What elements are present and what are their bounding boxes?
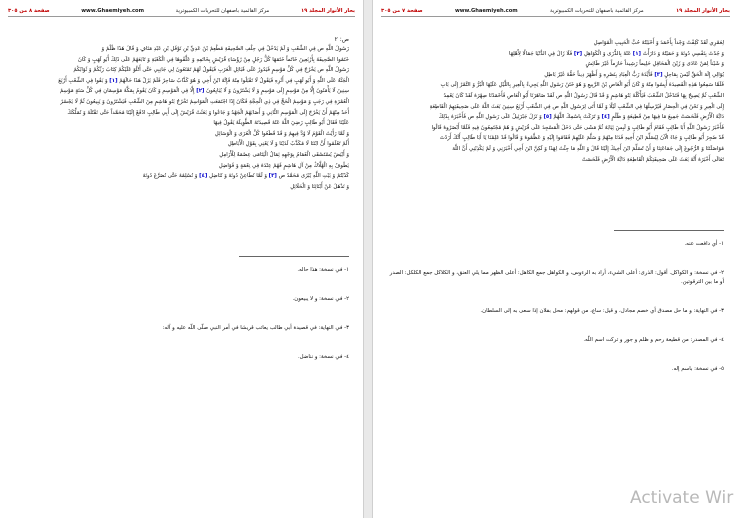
text-line: وَ لَمَّا رَأَيْتُ الْقَوْمَ لَا وُدَّ فِيهِمُ وَ قَدْ قَطَعُوا كُلَّ الْعُرَى وَ الْوَسَائِلِ: [214, 130, 349, 137]
page-header: [381, 6, 730, 17]
footnote-ref[interactable]: [٣]: [268, 173, 277, 180]
left-page: [0, 0, 364, 518]
footnote-ref[interactable]: [٢]: [196, 88, 205, 95]
book-title: بحار الأنوار المجلد ١٩: [675, 8, 730, 14]
page-marker: ص: ٢: [334, 36, 349, 43]
footnote: ١- في نسخة: هذا حاله.: [297, 267, 349, 273]
footnote-ref[interactable]: [١]: [632, 50, 642, 57]
footnote-ref[interactable]: [٢]: [573, 50, 583, 57]
page-header: [8, 6, 355, 17]
text-line: يُوَالِي إِلَهَ الْحَقِّ لَيْسَ بِمَاحِلٍ [٣] فَأَيَّدَهُ رَبُّ الْعِبَادِ بِنَصْرِهِ وَ أَظْهَرَ دِيناً حَقُّهُ غَيْرُ بَاطِلِ: [544, 71, 724, 78]
footnote: ٤- في المصدر: من قطيعة رحم و ظلم و جور و تركت اسم اللّه.: [583, 337, 724, 343]
text-line: أَحَدٌ مِنْهُمْ أَنْ يَخْرُجَ إِلَى الْمَوْسِمِ الثَّانِي وَ أَصَابَهُمُ الْجَهْدُ وَ جَاعُوا وَ بَعَثَتْ قُرَيْشٌ إِلَى أَبِي طَالِبٍ ادْفَعْ إِلَيْنَا مُحَمَّداً حَتَّى نَقْتُلَهُ وَ نُمَلِّكَكَ: [67, 109, 349, 116]
text-line: وَ شَيْناً لِمَنْ عَادَى وَ زَيْنَ الْمَحَافِلِ حَلِيماً رَشِيداً حَازِماً غَيْرَ طَائِشٍ: [585, 61, 724, 68]
text-line: رَسُولُ اللَّهِ ص يَخْرُجُ فِي كُلِّ مَوْسِمٍ فَيَدُورُ عَلَى قَبَائِلِ الْعَرَبِ فَيَقُولُ لَهُمْ تَمْنَعُونَ لِي جَانِبِي حَتَّى أَتْلُوَ عَلَيْكُمْ كِتَابَ رَبِّكُمْ وَ ثَوَابُكُمُ: [73, 67, 349, 74]
footnote-ref[interactable]: [٤]: [199, 173, 208, 180]
text-line: وَ جُدْتُ بِنَفْسِي دُونَهُ وَ حَمَيْتُهُ وَ دَارَأْتُ [١] عَنْهُ بِالذُّرَى وَ الْكَوَاهِلِ [٢] فَلَا زَالَ فِي الدُّنْيَا جَمَالًا لِأَهْلِهَا: [508, 50, 724, 57]
text-line: كَذَبْتُمْ وَ بَيْتِ اللَّهِ يُبْزَى مُحَمَّدٌ ص [٣] وَ لَمَّا نُطَاعِنْ دُونَهُ وَ نُنَاضِلِ [٤] وَ نُسْلِمُهُ حَتَّى نُصَرَّعَ دُونَهُ: [142, 173, 349, 180]
text-line: وَ نَذْهَلَ عَنْ أَبْنَائِنَا وَ الْحَلَائِلِ: [290, 183, 349, 190]
main-text: [14, 44, 349, 192]
text-line: فَأَخْبَرَ رَسُولُ اللَّهِ أَبَا طَالِبٍ فَقَامَ أَبُو طَالِبٍ وَ لَبِسَ ثِيَابَهُ ثُمَّ مَشَى حَتَّى دَخَلَ الْمَسْجِدَ عَلَى قُرَيْشٍ وَ هُمْ مُجْتَمِعُونَ فِيهِ فَلَمَّا أَبْصَرُوهُ قَالُوا: [431, 124, 724, 131]
footnotes: [14, 266, 349, 382]
footnote: ٢- في نسخة: و الكواكل. أقول: الذرى: أعلى الشيء، أراد به الرءوس، و الكواهل جمع الكاهل: أعلى الظهر مما يلي العنق، و الكلاكل جمع الكلكل: الصدر أو ما بين الترقوتين.: [389, 270, 724, 285]
text-line: خَتَمُوا الصَّحِيفَةَ بِأَرْبَعِينَ خَاتَماً خَتَمَهَا كُلُّ رَجُلٍ مِنْ رُؤَسَاءِ قُرَيْشٍ بِخَاتَمِهِ وَ عَلَّقُوهَا فِي الْكَعْبَةِ وَ تَابَعَهُمْ عَلَى ذَلِكَ أَبُو لَهَبٍ وَ كَانَ: [77, 56, 349, 63]
footnotes: [387, 240, 724, 394]
right-page: [372, 0, 738, 518]
text-line: الْعُمْرَةِ فِي رَجَبٍ وَ مَوْسِمُ الْحَجِّ فِي ذِي الْحِجَّةِ فَكَانَ إِذَا اجْتَمَعَتِ الْمَوَاسِمُ تَخْرُجُ بَنُو هَاشِمٍ مِنَ الشِّعْبِ فَيَشْتَرُونَ وَ يَبِيعُونَ ثُمَّ لَا يَجْسُرُ: [60, 98, 349, 105]
footnote: ٣- في النهاية: و ما حل مصدق أي خصم مجادل، و قيل: ساع، من قولهم: محل بفلان إذا سعى به إلى السلطان.: [480, 308, 724, 314]
text-line: رَسُولَ اللَّهِ ص فِي الشِّعْبِ وَ لَمْ يَدْخُلْ فِي حِلْفِ الصَّحِيفَةِ مُطْعِمُ بْنُ عَدِيِّ بْنِ نَوْفَلِ بْنِ عَبْدِ مَنَافٍ وَ قَالَ هَذَا ظُلْمٌ وَ: [101, 46, 349, 52]
footnote-separator: [239, 256, 349, 257]
footnote: ٤- في نسخة: و نناضل.: [297, 354, 349, 360]
text-line: إِلَى الْعِيرِ وَ نَحْنُ فِي الْحِصَارِ فَيُرْسِلُهَا فِي الشِّعْبِ لَيْلًا وَ لَمَّا أَتَى لِرَسُولِ اللَّهِ ص فِي الشِّعْبِ أَرْبَعُ سِنِينَ بَعَثَ اللَّهُ عَلَى صَحِيفَتِهِمُ الْقَاطِعَةِ: [429, 103, 724, 110]
page-gutter: [364, 0, 372, 518]
site-link[interactable]: www.Ghaemiyeh.com: [81, 8, 145, 14]
site-link[interactable]: www.Ghaemiyeh.com: [454, 8, 518, 14]
footnote: ٥- في نسخة: باسم إله.: [671, 366, 724, 372]
text-line: الشِّعْبِ ثُمَّ يَصِيحُ بِهَا فَتَدْخُلُ الشِّعْبَ فَيَأْكُلُهُ بَنُو هَاشِمٍ وَ قَدْ قَالَ رَسُولُ اللَّهِ ص لَقَدْ صَاهَرَنَا أَبُو الْعَاصِ فَأَحْمَدْنَا صِهْرَهُ لَقَدْ كَانَ يَعْمِدُ: [443, 92, 724, 99]
footnote-separator: [614, 230, 724, 231]
text-line: دَابَّةَ الْأَرْضِ فَلَحَسَتْ جَمِيعَ مَا فِيهَا مِنْ قَطِيعَةٍ وَ ظُلْمٍ [٤] وَ تَرَكَتْ بِاسْمِكَ اللَّهُمَّ [٥] وَ نَزَلَ جَبْرَئِيلُ عَلَى رَسُولِ اللَّهِ ص فَأَخْبَرَهُ بِذَلِكَ: [438, 114, 724, 121]
text-line: يَطُوفُ بِهِ الْهُلَّاكُ مِنْ آلِ هَاشِمٍ فَهُمْ عِنْدَهُ فِي نِعْمَةٍ وَ فَوَاضِلِ: [218, 162, 349, 169]
text-line: سِنِينَ لَا يَأْمَنُونَ إِلَّا مِنْ مَوْسِمٍ إِلَى مَوْسِمٍ وَ لَا يَشْتَرُونَ وَ لَا يُبَايِعُونَ [٢] إِلَّا فِي الْمَوْسِمِ وَ كَانَ يَقُومُ بِمَكَّةَ مَوْسِمَانِ فِي كُلِّ سَنَةٍ مَوْسِمُ: [59, 88, 349, 95]
text-line: وَ أَبْيَضُ يُسْتَسْقَى الْغَمَامُ بِوَجْهِهِ ثِمَالُ الْيَتَامَى عِصْمَةٌ لِلْأَرَامِلِ: [219, 151, 349, 158]
footnote: ٣- في النهاية: في قصيدة أبي طالب يعاتب قريشا في أمر النبي صلّى اللّه عليه و آله:: [162, 325, 349, 331]
page-number: صفحة ٨ من ٣٠٥: [8, 8, 50, 14]
footnote: ٢- في نسخة: و لا يبيعون.: [292, 296, 349, 302]
footnote-ref[interactable]: [٣]: [654, 71, 663, 78]
text-line: لِعَمْرِي لَقَدْ كَلِفْتُ وَجْداً بِأَحْمَدَ وَ أَحْبَبْتُهُ حُبَّ الْحَبِيبِ الْمُوَاصِلِ: [593, 40, 724, 46]
activation-watermark: Activate Wir: [630, 488, 734, 508]
footnote: ١- أي دافعت عنه.: [684, 241, 724, 247]
text-line: تَعَالَى أَخْبَرَهُ أَنَّهُ بَعَثَ عَلَى صَحِيفَتِكُمُ الْقَاطِعَةِ دَابَّةَ الْأَرْضِ فَلَحَسَتْ: [581, 156, 724, 163]
center-name: مركز القائمية باصفهان للتحريات الكمبيوترية: [175, 8, 270, 14]
text-line: أَلَمْ تَعْلَمُوا أَنَّ ابْنَنَا لَا مُكَذَّبٌ لَدَيْنَا وَ لَا يَعْنِي بِقَوْلِ الْأَبَاطِلِ: [227, 141, 349, 148]
main-text: [387, 38, 724, 165]
page-number: صفحة ٧ من ٣٠٥: [381, 8, 423, 14]
text-line: عَلَيْنَا فَقَالَ أَبُو طَالِبٍ رَضِيَ اللَّهُ عَنْهُ قَصِيدَتَهُ الطَّوِيلَةَ يَقُولُ فِيهَا: [213, 120, 349, 127]
text-line: قَدْ ضَجِرَ أَبُو طَالِبٍ وَ جَاءَ الْآنَ لِيُسَلِّمَ ابْنَ أَخِيهِ فَدَنَا مِنْهُمْ وَ سَلَّمَ عَلَيْهِمْ فَقَامُوا إِلَيْهِ وَ عَظَّمُوهُ وَ قَالُوا قَدْ عَلِمْنَا يَا أَبَا طَالِبٍ أَنَّكَ أَرَدْتَ: [439, 135, 724, 142]
footnote-ref[interactable]: [١]: [109, 77, 118, 84]
text-line: فَلَمَّا سَمِعُوا هَذِهِ الْقَصِيدَةَ أَيِسُوا مِنْهُ وَ كَانَ أَبُو الْعَاصِ بْنُ الرَّبِيعِ وَ هُوَ خَتَنُ رَسُولِ اللَّهِ يَجِيءُ بِالْعِيرِ بِاللَّيْلِ عَلَيْهَا الْبُرُّ وَ التَّمْرُ إِلَى بَابِ: [440, 82, 724, 89]
center-name: مركز القائمية باصفهان للتحريات الكمبيوترية: [550, 8, 644, 14]
footnote-ref[interactable]: [٤]: [601, 114, 610, 121]
text-line: مُوَاصَلَتَنَا وَ الرُّجُوعَ إِلَى جَمَاعَتِنَا وَ أَنْ تُسَلِّمَ ابْنَ أَخِيكَ إِلَيْنَا قَالَ وَ اللَّهِ مَا جِئْتُ لِهَذَا وَ لَكِنَّ ابْنَ أَخِي أَخْبَرَنِي وَ لَمْ يَكْذِبْنِي أَنَّ اللَّهَ: [452, 145, 724, 152]
text-line: الْجَنَّةُ عَلَى اللَّهِ وَ أَبُو لَهَبٍ فِي أَثَرِهِ فَيَقُولُ لَا تَقْبَلُوا مِنْهُ فَإِنَّهُ ابْنُ أَخِي وَ هُوَ كَذَّابٌ سَاحِرٌ فَلَمْ يَزَلْ هَذَا حَالَهُمْ [١] وَ بَقُوا فِي الشِّعْبِ أَرْبَعَ: [58, 77, 349, 84]
book-title: بحار الأنوار المجلد ١٩: [300, 8, 355, 14]
footnote-ref[interactable]: [٥]: [543, 114, 552, 121]
